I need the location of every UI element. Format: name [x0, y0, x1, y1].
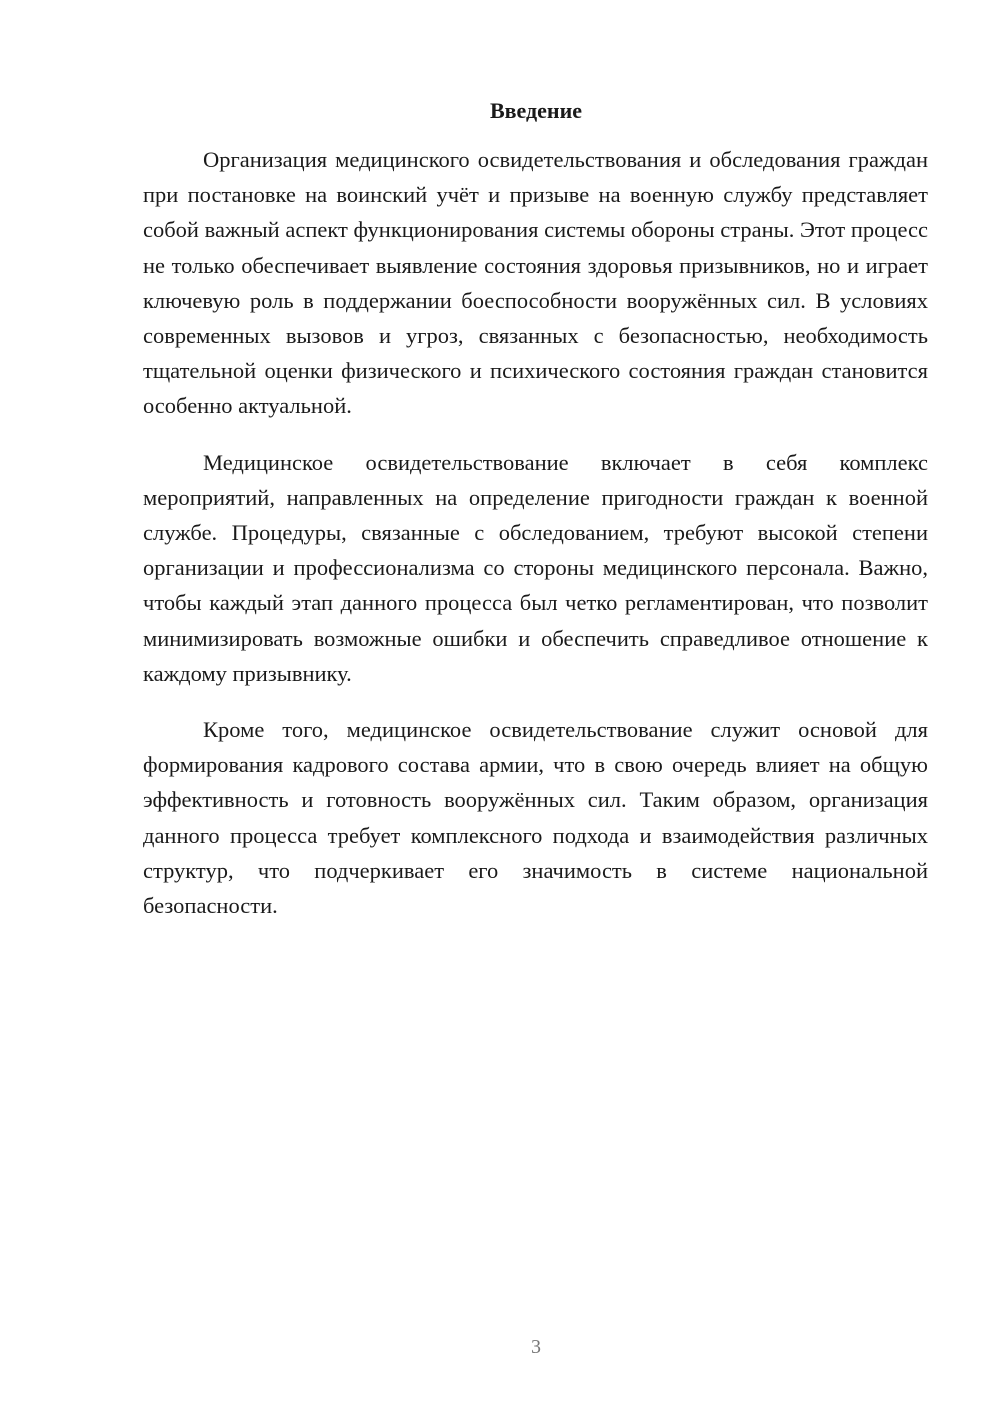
paragraph-1: Организация медицинского освидетельствования и обследования граждан при постановке на воинский учёт и призыве на военную службу представляет собой важный аспект функционирования системы обороны страны. Этот процесс не только обеспечивает выявление состояния здоровья призывников, но и играет ключевую роль в поддержании боеспособности вооружённых сил. В условиях современных вызовов и угроз, связанных с безопасностью, необходимость тщательной оценки физического и психического состояния граждан становится особенно актуальной. [143, 147, 928, 419]
paragraph-3: Кроме того, медицинское освидетельствование служит основой для формирования кадрового состава армии, что в свою очередь влияет на общую эффективность и готовность вооружённых сил. Таким образом, организация данного процесса требует комплексного подхода и взаимодействия различных структур, что подчеркивает его значимость в системе национальной безопасности. [143, 717, 928, 919]
paragraph-2: Медицинское освидетельствование включает в себя комплекс мероприятий, направленных на определение пригодности граждан к военной службе. Процедуры, связанные с обследованием, требуют высокой степени организации и профессионализма со стороны медицинского персонала. Важно, чтобы каждый этап данного процесса был четко регламентирован, что позволит минимизировать возможные ошибки и обеспечить справедливое отношение к каждому призывнику. [143, 449, 928, 686]
page-number: 3 [531, 1336, 541, 1358]
body-text [143, 142, 928, 944]
section-heading: Введение [489, 98, 583, 123]
